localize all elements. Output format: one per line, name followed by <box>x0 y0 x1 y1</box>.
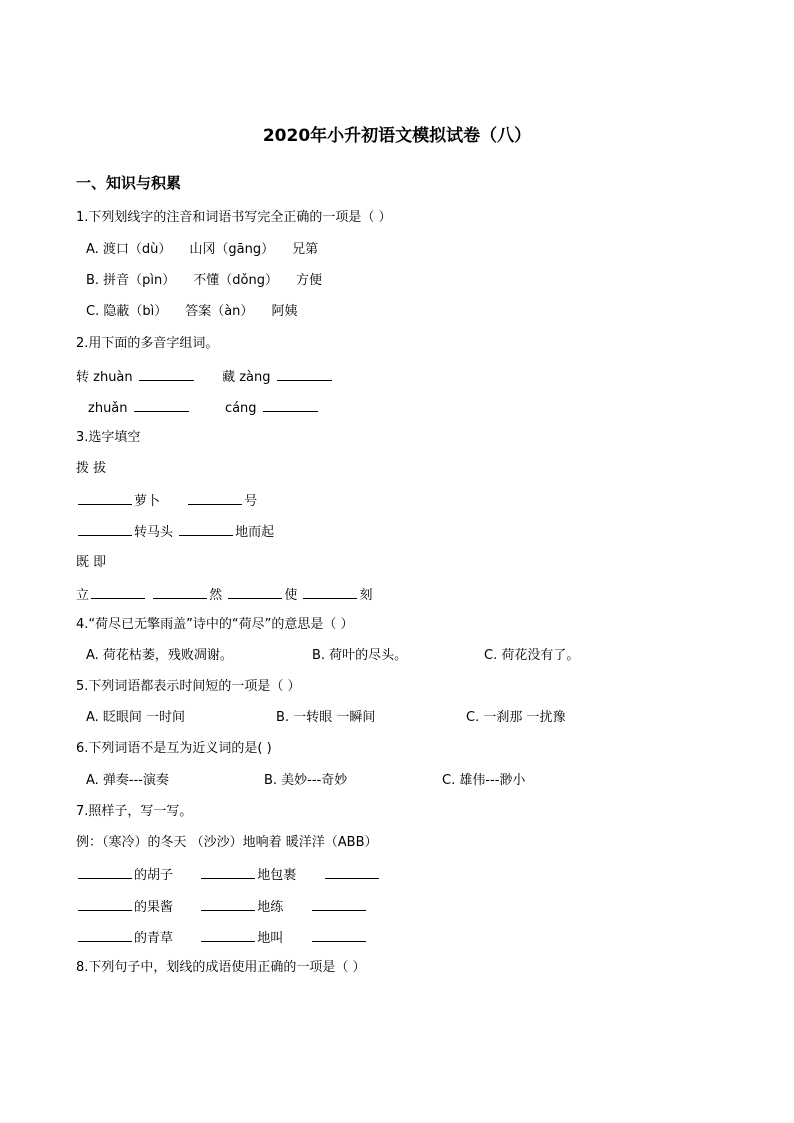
question-5-option-c[interactable]: C. 一刹那 一扰豫 <box>466 710 566 725</box>
q7-word: 地练 <box>257 900 284 915</box>
q3-row-3 <box>76 584 372 606</box>
option-b-part2: 不懂（dǒng） <box>193 273 278 288</box>
option-c-part3: 阿姨 <box>271 304 298 319</box>
q3-char-pair-2: 既 即 <box>76 555 107 570</box>
option-a-part2: 山冈（gāng） <box>189 242 275 257</box>
question-4-option-b[interactable]: B. 荷叶的尽头。 <box>312 648 408 663</box>
q7-word: 的青草 <box>134 931 174 946</box>
q3-row-2 <box>76 521 274 543</box>
option-a-part3: 兄第 <box>292 242 319 257</box>
answer-blank[interactable] <box>78 896 132 911</box>
q7-row-3 <box>76 927 368 949</box>
q3-word: 地而起 <box>235 525 275 540</box>
q3-word: 刻 <box>359 588 373 603</box>
answer-blank[interactable] <box>134 397 189 412</box>
question-2-row-1 <box>76 366 334 388</box>
q3-word: 然 <box>209 588 223 603</box>
question-1-option-c[interactable] <box>86 302 297 322</box>
answer-blank[interactable] <box>201 896 255 911</box>
question-4-option-c[interactable]: C. 荷花没有了。 <box>484 648 580 663</box>
question-4-option-a[interactable]: A. 荷花枯萎，残败凋谢。 <box>86 648 233 663</box>
question-6-option-c[interactable]: C. 雄伟---渺小 <box>442 773 526 788</box>
question-2-row-2 <box>88 397 320 419</box>
answer-blank[interactable] <box>153 584 207 599</box>
q7-word: 地包裹 <box>257 868 297 883</box>
q7-row-2 <box>76 896 368 918</box>
q2-word-cang2: cáng <box>224 401 257 416</box>
question-6-option-b[interactable]: B. 美妙---奇妙 <box>264 773 348 788</box>
answer-blank[interactable] <box>228 584 282 599</box>
q3-word: 转马头 <box>134 525 174 540</box>
question-5-option-b[interactable]: B. 一转眼 一瞬间 <box>276 710 376 725</box>
question-4-stem: 4.“荷尽已无擎雨盖”诗中的“荷尽”的意思是（ ） <box>76 617 354 632</box>
answer-blank[interactable] <box>303 584 357 599</box>
q2-word-zhuan4: 转 zhuàn <box>76 370 133 385</box>
question-5-option-a[interactable]: A. 眨眼间 一时间 <box>86 710 186 725</box>
answer-blank[interactable] <box>78 864 132 879</box>
answer-blank[interactable] <box>312 896 366 911</box>
page-title: 2020年小升初语文模拟试卷（八） <box>262 126 532 146</box>
question-2-stem: 2.用下面的多音字组词。 <box>76 336 219 351</box>
q3-char-pair-1: 拨 拔 <box>76 461 107 476</box>
question-7-stem: 7.照样子，写一写。 <box>76 804 193 819</box>
answer-blank[interactable] <box>201 864 255 879</box>
answer-blank[interactable] <box>139 366 194 381</box>
q3-word: 萝卜 <box>134 494 161 509</box>
q7-word: 地叫 <box>257 931 284 946</box>
q2-word-zang4: 藏 zàng <box>222 370 271 385</box>
option-c-part1: C. 隐蔽（bì） <box>86 304 168 319</box>
option-c-part2: 答案（àn） <box>185 304 254 319</box>
answer-blank[interactable] <box>277 366 332 381</box>
answer-blank[interactable] <box>188 490 242 505</box>
q3-word: 立 <box>76 588 90 603</box>
question-8-stem: 8.下列句子中，划线的成语使用正确的一项是（ ） <box>76 960 366 975</box>
q3-word: 号 <box>244 494 258 509</box>
q3-row-1 <box>76 490 257 512</box>
q2-word-zhuan3: zhuǎn <box>88 401 128 416</box>
answer-blank[interactable] <box>91 584 145 599</box>
question-5-stem: 5.下列词语都表示时间短的一项是（ ） <box>76 679 301 694</box>
q7-word: 的果酱 <box>134 900 174 915</box>
option-b-part1: B. 拼音（pìn） <box>86 273 176 288</box>
question-6-option-a[interactable]: A. 弹奏---演奏 <box>86 773 170 788</box>
answer-blank[interactable] <box>263 397 318 412</box>
answer-blank[interactable] <box>201 927 255 942</box>
question-3-stem: 3.选字填空 <box>76 430 141 445</box>
answer-blank[interactable] <box>78 521 132 536</box>
option-a-part1: A. 渡口（dù） <box>86 242 172 257</box>
answer-blank[interactable] <box>179 521 233 536</box>
answer-blank[interactable] <box>325 864 379 879</box>
q3-word: 使 <box>284 588 298 603</box>
section-heading: 一、知识与积累 <box>76 174 182 192</box>
answer-blank[interactable] <box>78 927 132 942</box>
question-1-stem: 1.下列划线字的注音和词语书写完全正确的一项是（ ） <box>76 210 392 225</box>
question-1-option-a[interactable] <box>86 240 318 260</box>
question-1-option-b[interactable] <box>86 271 322 291</box>
answer-blank[interactable] <box>78 490 132 505</box>
option-b-part3: 方便 <box>296 273 323 288</box>
q7-row-1 <box>76 864 381 886</box>
question-7-example: 例：（寒冷）的冬天 （沙沙）地响着 暖洋洋（ABB） <box>76 835 378 850</box>
question-6-stem: 6.下列词语不是互为近义词的是( ) <box>76 741 272 756</box>
answer-blank[interactable] <box>312 927 366 942</box>
q7-word: 的胡子 <box>134 868 174 883</box>
